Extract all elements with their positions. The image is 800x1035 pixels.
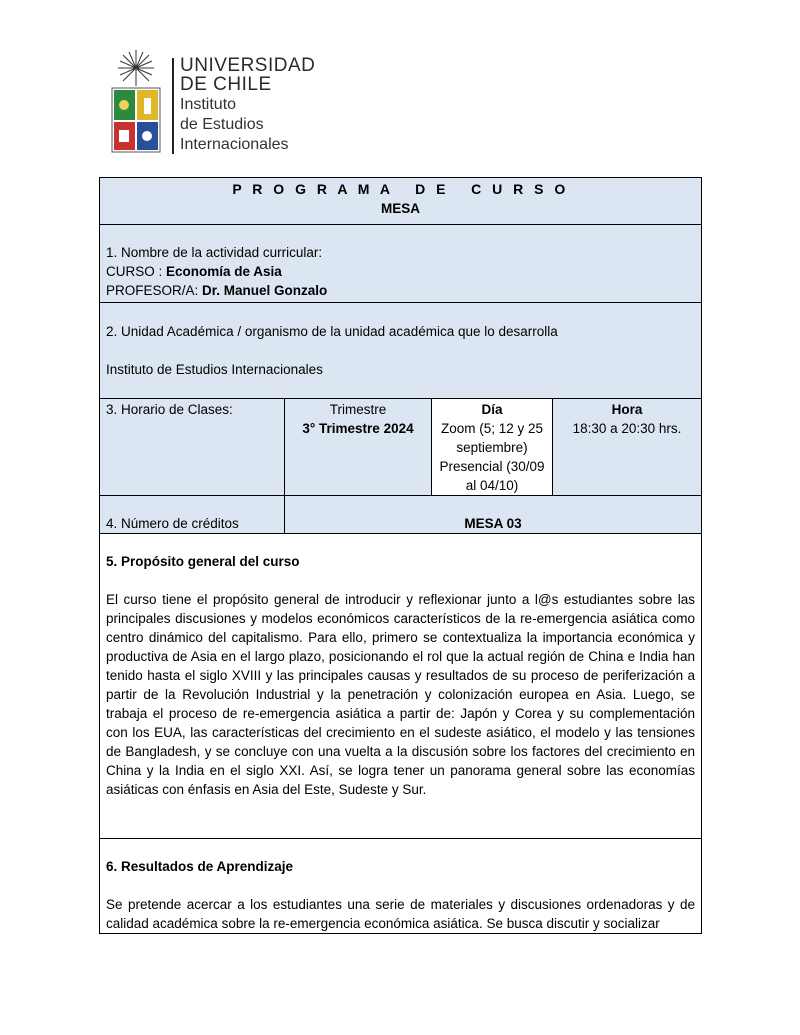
dia-label: Día xyxy=(481,402,503,417)
section-3-row xyxy=(100,399,702,496)
section-6-body: Se pretende acercar a los estudiantes una serie de materiales y discusiones ordenadoras y de calidad académica sobre la re-emergencia económica asiática. Se busca discutir y socializar xyxy=(106,897,696,931)
hora-label: Hora xyxy=(611,402,643,417)
hora-value: 18:30 a 20:30 hrs. xyxy=(572,421,682,436)
page-subtitle: MESA xyxy=(381,201,421,216)
section-5-cell xyxy=(100,534,702,839)
profesor-value: Dr. Manuel Gonzalo xyxy=(202,283,328,298)
section-1-row xyxy=(100,225,702,303)
curso-value: Economía de Asia xyxy=(166,264,282,279)
horario-label: 3. Horario de Clases: xyxy=(106,402,233,417)
section-2-cell xyxy=(100,303,702,399)
profesor-line xyxy=(106,281,695,300)
section-1-heading: 1. Nombre de la actividad curricular: xyxy=(106,245,323,260)
logo-text xyxy=(180,56,315,155)
logo-line-internacionales: Internacionales xyxy=(180,136,289,153)
university-emblem-icon xyxy=(108,48,164,156)
creditos-label: 4. Número de créditos xyxy=(106,516,239,531)
logo-line-de-chile: DE CHILE xyxy=(180,74,272,95)
section-2-heading: 2. Unidad Académica / organismo de la unidad académica que lo desarrolla xyxy=(106,324,558,339)
course-program-table xyxy=(99,177,702,934)
logo-line-instituto: Instituto xyxy=(180,96,237,113)
logo-line-universidad: UNIVERSIDAD xyxy=(180,55,316,76)
section-4-row xyxy=(100,496,702,534)
trimestre-cell xyxy=(285,399,432,496)
trimestre-value: 3° Trimestre 2024 xyxy=(302,421,414,436)
section-6-heading: 6. Resultados de Aprendizaje xyxy=(106,859,294,874)
university-logo xyxy=(108,48,348,160)
curso-label: CURSO : xyxy=(106,264,163,279)
section-5-row xyxy=(100,534,702,839)
header-cell xyxy=(100,178,702,225)
section-5-heading: 5. Propósito general del curso xyxy=(106,554,300,569)
dia-cell xyxy=(432,399,553,496)
creditos-value: MESA 03 xyxy=(464,516,522,531)
section-6-cell xyxy=(100,839,702,934)
section-2-value: Instituto de Estudios Internacionales xyxy=(106,362,323,377)
dia-value: Zoom (5; 12 y 25 septiembre) Presencial (30/09 al 04/10) xyxy=(439,421,545,493)
section-5-body: El curso tiene el propósito general de introducir y reflexionar junto a l@s estudiantes sobre las principales discusiones y modelos económicos característicos de la re-emergencia asiática como centro dinámico del capitalismo. Para ello, primero se contextualiza la importancia económica y productiva de Asia en el largo plazo, posicionando el rol que la actual región de China e India han tenido hasta el siglo XVIII y las principales causas y resultados de su proceso de periferización a partir de la Revolución Industrial y la penetración y colonización europea en Asia. Luego, se trabaja el proceso de re-emergencia asiática a partir de: Japón y Corea y su complementación con los EUA, las características del crecimiento en el sudeste asiático, el modelo y las tensiones de Bangladesh, y se concluye con una vuelta a la discusión sobre los factores del crecimiento en China y la India en el siglo XXI. Así, se logra tener un panorama general sobre las economías asiáticas con énfasis en Asia del Este, Sudeste y Sur. xyxy=(106,592,696,797)
trimestre-label: Trimestre xyxy=(329,402,387,417)
section-6-row xyxy=(100,839,702,934)
horario-label-cell xyxy=(100,399,285,496)
section-1-cell xyxy=(100,225,702,303)
creditos-label-cell xyxy=(100,496,285,534)
curso-line xyxy=(106,262,695,281)
section-2-row xyxy=(100,303,702,399)
header-row xyxy=(100,178,702,225)
hora-cell xyxy=(553,399,702,496)
profesor-label: PROFESOR/A: xyxy=(106,283,199,298)
logo-divider xyxy=(172,58,174,154)
logo-line-de-estudios: de Estudios xyxy=(180,116,264,133)
creditos-value-cell xyxy=(285,496,702,534)
page-title: P R O G R A M A D E C U R S O xyxy=(232,181,569,197)
